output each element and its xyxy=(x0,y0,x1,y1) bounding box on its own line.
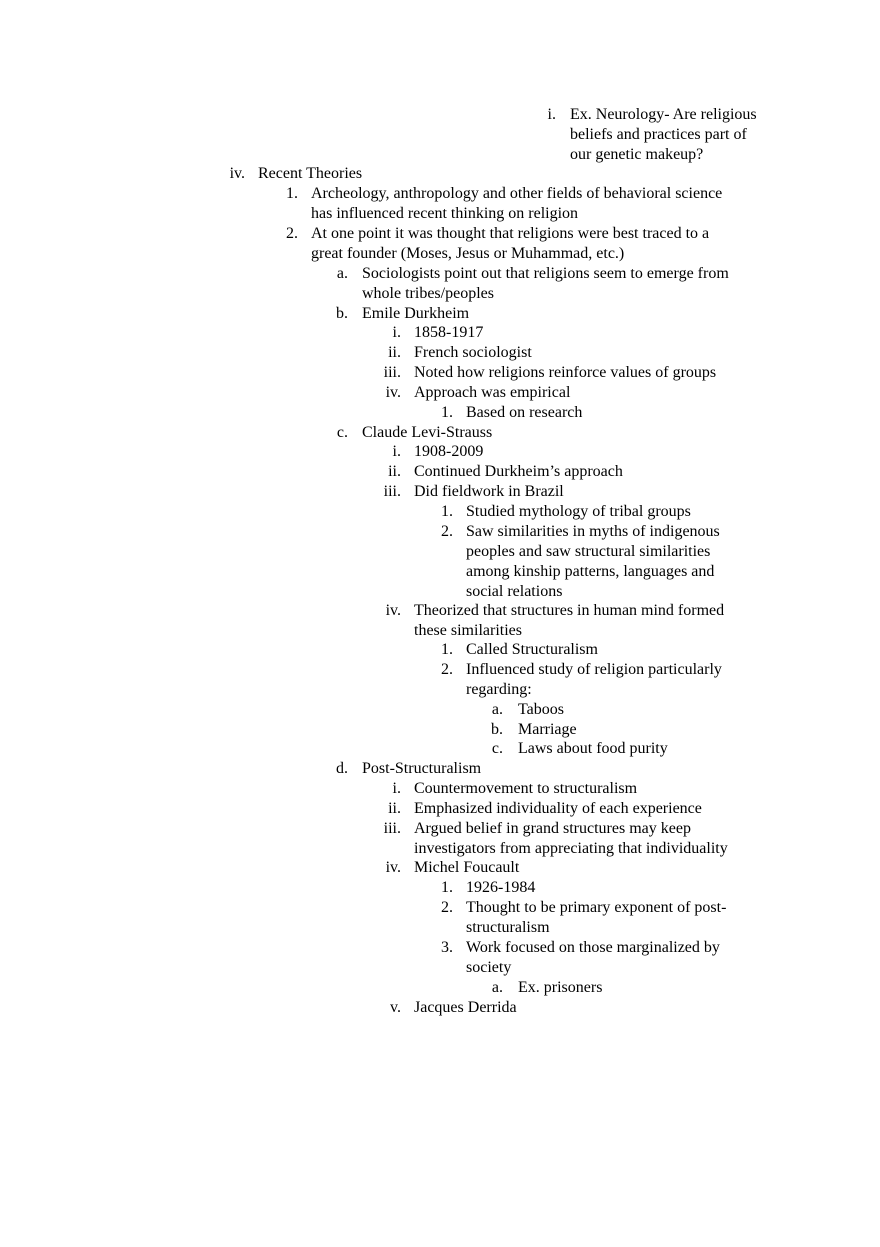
outline-item xyxy=(0,502,880,522)
outline-text: Argued belief in grand structures may keep xyxy=(414,820,691,837)
outline-text: Approach was empirical xyxy=(414,384,571,401)
outline-marker: iii. xyxy=(383,820,401,837)
outline-text: At one point it was thought that religions were best traced to a xyxy=(311,225,710,242)
outline-item xyxy=(0,700,880,720)
outline-text: Laws about food purity xyxy=(518,740,668,757)
outline-marker: ii. xyxy=(388,344,401,361)
outline-marker: ii. xyxy=(388,800,401,817)
outline-item xyxy=(0,383,880,403)
outline-marker: b. xyxy=(491,721,503,738)
outline-marker: iii. xyxy=(383,364,401,381)
outline-text: Recent Theories xyxy=(258,165,363,182)
outline-item xyxy=(0,779,880,799)
outline-text: beliefs and practices part of xyxy=(570,126,747,143)
outline-item xyxy=(0,323,880,343)
outline-item xyxy=(0,184,880,224)
outline-marker: v. xyxy=(390,999,401,1016)
outline-item xyxy=(0,423,880,443)
outline-item xyxy=(0,363,880,383)
outline-marker: i. xyxy=(392,324,401,341)
outline-marker: iii. xyxy=(383,483,401,500)
outline-item xyxy=(0,978,880,998)
outline-marker: 2. xyxy=(286,225,298,242)
outline-item xyxy=(0,601,880,641)
outline-item xyxy=(0,799,880,819)
outline-text: Influenced study of religion particularly xyxy=(466,661,722,678)
outline-marker: iv. xyxy=(385,602,401,619)
outline-text: Post-Structuralism xyxy=(362,760,482,777)
outline-marker: 1. xyxy=(441,404,453,421)
outline-marker: i. xyxy=(392,443,401,460)
outline-text: peoples and saw structural similarities xyxy=(466,543,711,560)
outline-text: Michel Foucault xyxy=(414,859,520,876)
outline-text: Ex. Neurology- Are religious xyxy=(570,106,757,123)
outline-marker: 1. xyxy=(441,879,453,896)
outline-text: Saw similarities in myths of indigenous xyxy=(466,523,720,540)
outline-item xyxy=(0,264,880,304)
outline-item xyxy=(0,343,880,363)
outline-marker: d. xyxy=(336,760,348,777)
outline-item xyxy=(0,660,880,700)
outline-marker: a. xyxy=(491,979,503,996)
outline-text: Called Structuralism xyxy=(466,641,598,658)
outline-item xyxy=(0,403,880,423)
outline-text: Taboos xyxy=(518,701,564,718)
outline-text: among kinship patterns, languages and xyxy=(466,563,715,580)
outline-text: Sociologists point out that religions seem to emerge from xyxy=(362,265,729,282)
outline-text: investigators from appreciating that individuality xyxy=(414,840,728,857)
outline-item xyxy=(0,442,880,462)
outline-text: Emphasized individuality of each experience xyxy=(414,800,702,817)
outline-text: Continued Durkheim’s approach xyxy=(414,463,623,480)
outline-text: Claude Levi-Strauss xyxy=(362,424,493,441)
outline-text: regarding: xyxy=(466,681,532,698)
outline-text: Archeology, anthropology and other fields of behavioral science xyxy=(311,185,723,202)
outline-marker: 1. xyxy=(286,185,298,202)
outline-item xyxy=(0,759,880,779)
outline-item xyxy=(0,640,880,660)
outline-text: society xyxy=(466,959,512,976)
outline-text: structuralism xyxy=(466,919,550,936)
outline-text: Emile Durkheim xyxy=(362,305,470,322)
outline-text: Marriage xyxy=(518,721,577,738)
outline-item xyxy=(0,998,880,1018)
outline-text: our genetic makeup? xyxy=(570,146,704,163)
outline-item xyxy=(0,105,880,165)
outline-marker: i. xyxy=(392,780,401,797)
outline-text: 1908-2009 xyxy=(414,443,484,460)
outline-item xyxy=(0,164,880,184)
outline-text: Ex. prisoners xyxy=(518,979,603,996)
outline-item xyxy=(0,739,880,759)
outline-text: Countermovement to structuralism xyxy=(414,780,638,797)
outline-text: Work focused on those marginalized by xyxy=(466,939,720,956)
outline-item xyxy=(0,482,880,502)
outline-text: Based on research xyxy=(466,404,583,421)
outline-marker: 3. xyxy=(441,939,453,956)
outline-text: 1926-1984 xyxy=(466,879,536,896)
outline-text: French sociologist xyxy=(414,344,532,361)
outline-marker: b. xyxy=(336,305,348,322)
outline-marker: 2. xyxy=(441,899,453,916)
outline-text: Theorized that structures in human mind formed xyxy=(414,602,725,619)
outline-text: Did fieldwork in Brazil xyxy=(414,483,564,500)
outline-text: whole tribes/peoples xyxy=(362,285,494,302)
outline-marker: a. xyxy=(491,701,503,718)
outline-text: these similarities xyxy=(414,622,522,639)
outline-marker: a. xyxy=(336,265,348,282)
outline-text: Noted how religions reinforce values of groups xyxy=(414,364,717,381)
outline-item xyxy=(0,224,880,264)
outline-marker: iv. xyxy=(385,859,401,876)
outline-marker: 1. xyxy=(441,503,453,520)
outline-text: social relations xyxy=(466,583,563,600)
outline-item xyxy=(0,304,880,324)
outline-marker: ii. xyxy=(388,463,401,480)
outline-item xyxy=(0,462,880,482)
outline-item xyxy=(0,898,880,938)
outline-marker: i. xyxy=(547,106,556,123)
outline-text: great founder (Moses, Jesus or Muhammad, etc.) xyxy=(311,245,625,262)
outline-marker: iv. xyxy=(385,384,401,401)
outline-marker: c. xyxy=(336,424,348,441)
outline-text: Jacques Derrida xyxy=(414,999,517,1016)
outline-marker: 1. xyxy=(441,641,453,658)
outline-item xyxy=(0,878,880,898)
outline-marker: c. xyxy=(491,740,503,757)
outline-marker: iv. xyxy=(229,165,245,182)
outline-text: has influenced recent thinking on religion xyxy=(311,205,579,222)
outline-item xyxy=(0,858,880,878)
outline-marker: 2. xyxy=(441,523,453,540)
outline-text: 1858-1917 xyxy=(414,324,484,341)
outline-marker: 2. xyxy=(441,661,453,678)
outline-item xyxy=(0,720,880,740)
outline-item xyxy=(0,938,880,978)
outline-text: Thought to be primary exponent of post- xyxy=(466,899,727,916)
outline-item xyxy=(0,522,880,602)
outline-item xyxy=(0,819,880,859)
outline-text: Studied mythology of tribal groups xyxy=(466,503,691,520)
